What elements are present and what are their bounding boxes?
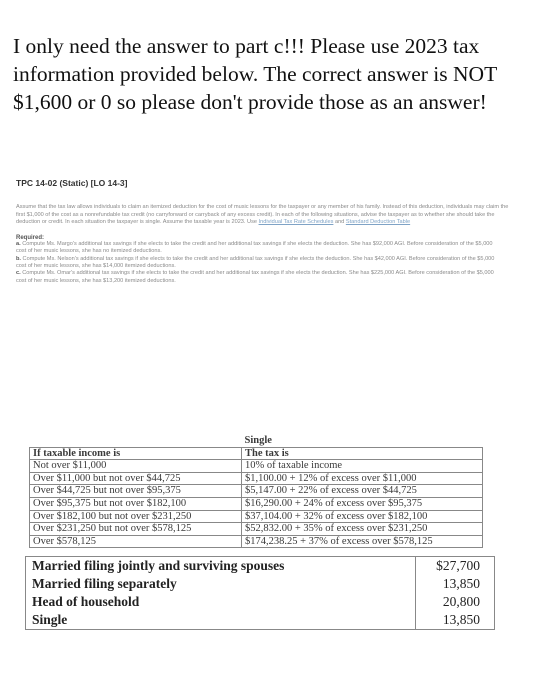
table-row xyxy=(30,460,483,473)
tax-rate-schedule-table xyxy=(29,435,483,548)
income-range: Not over $11,000 xyxy=(30,460,242,473)
table-row xyxy=(30,535,483,548)
filing-status: Single xyxy=(32,612,68,627)
income-range: Over $578,125 xyxy=(30,535,242,548)
income-range: Over $44,725 but not over $95,375 xyxy=(30,485,242,498)
table-row xyxy=(30,523,483,536)
table-row xyxy=(30,472,483,485)
required-part-a xyxy=(16,241,496,256)
table-row xyxy=(30,485,483,498)
problem-panel xyxy=(16,178,536,285)
deduction-amount: 13,850 xyxy=(416,575,495,593)
tax-formula: $174,238.25 + 37% of excess over $578,125 xyxy=(242,535,483,548)
deduction-amount: $27,700 xyxy=(416,557,495,576)
question-text: I only need the answer to part c!!! Please use 2023 tax information provided below. The correct answer is NOT $1,600 or 0 so please don't provide those as an answer! xyxy=(13,34,497,114)
problem-body xyxy=(16,204,516,227)
table-row xyxy=(30,497,483,510)
table-row xyxy=(26,593,495,611)
income-range: Over $95,375 but not over $182,100 xyxy=(30,497,242,510)
part-text: Compute Ms. Margo's additional tax savings if she elects to take the credit and her additional tax savings if she elects the deduction. She has $92,000 AGI. Before consideration of the $5,000 cost of her music lessons, she has no itemized deductions. xyxy=(16,240,493,255)
required-part-c xyxy=(16,270,496,285)
table-row xyxy=(26,557,495,576)
part-text: Compute Ms. Nelson's additional tax savings if she elects to take the credit and her additional tax savings if she elects the deduction. She has $42,000 AGI. Before consideration of the $5,000 cost of her music lessons, she has $14,000 itemized deductions. xyxy=(16,255,495,269)
tax-formula: $5,147.00 + 22% of excess over $44,725 xyxy=(242,485,483,498)
filing-status-header: Single xyxy=(244,435,272,446)
tax-formula: $1,100.00 + 12% of excess over $11,000 xyxy=(242,472,483,485)
column-header-income: If taxable income is xyxy=(30,447,242,460)
filing-status: Head of household xyxy=(32,594,140,609)
deduction-amount: 13,850 xyxy=(416,611,495,630)
table-row xyxy=(26,575,495,593)
problem-title: TPC 14-02 (Static) [LO 14-3] xyxy=(16,178,128,188)
tax-formula: 10% of taxable income xyxy=(242,460,483,473)
column-header-tax: The tax is xyxy=(242,447,483,460)
income-range: Over $182,100 but not over $231,250 xyxy=(30,510,242,523)
table-row xyxy=(26,611,495,630)
part-text: Compute Ms. Omar's additional tax savings if she elects to take the credit and her additional tax savings if she elects the deduction. She has $225,000 AGI. Before consideration of the $5,000 cost of her music lessons, she has $13,200 itemized deductions. xyxy=(16,270,494,284)
filing-status: Married filing jointly and surviving spouses xyxy=(32,558,285,573)
income-range: Over $11,000 but not over $44,725 xyxy=(30,472,242,485)
filing-status: Married filing separately xyxy=(32,576,177,591)
tax-formula: $37,104.00 + 32% of excess over $182,100 xyxy=(242,510,483,523)
tax-rate-schedules-link[interactable]: Individual Tax Rate Schedules xyxy=(258,219,334,226)
table-row xyxy=(30,510,483,523)
standard-deduction-table-link[interactable]: Standard Deduction Table xyxy=(345,219,411,226)
tax-formula: $16,290.00 + 24% of excess over $95,375 xyxy=(242,497,483,510)
part-letter: a. xyxy=(16,240,21,247)
link-connector: and xyxy=(334,219,345,226)
part-letter: b. xyxy=(16,255,21,262)
problem-body-text: Assume that the tax law allows individuals to claim an itemized deduction for the cost of music lessons for the taxpayer or any member of his family. Instead of this deduction, individuals may claim the first $1,000 of the cost as a nonrefundable tax credit (no carryforward or carryback of any excess credit). In each of the following situations, advise the taxpayer as to whether she should take the deduction or credit. In each situation the taxpayer is single. Assume the taxable year is 2023. Use xyxy=(16,204,509,226)
tax-formula: $52,832.00 + 35% of excess over $231,250 xyxy=(242,523,483,536)
income-range: Over $231,250 but not over $578,125 xyxy=(30,523,242,536)
required-part-b xyxy=(16,256,496,271)
deduction-amount: 20,800 xyxy=(416,593,495,611)
part-letter: c. xyxy=(16,270,21,277)
required-label: Required: xyxy=(16,234,45,241)
standard-deduction-table xyxy=(25,556,495,630)
